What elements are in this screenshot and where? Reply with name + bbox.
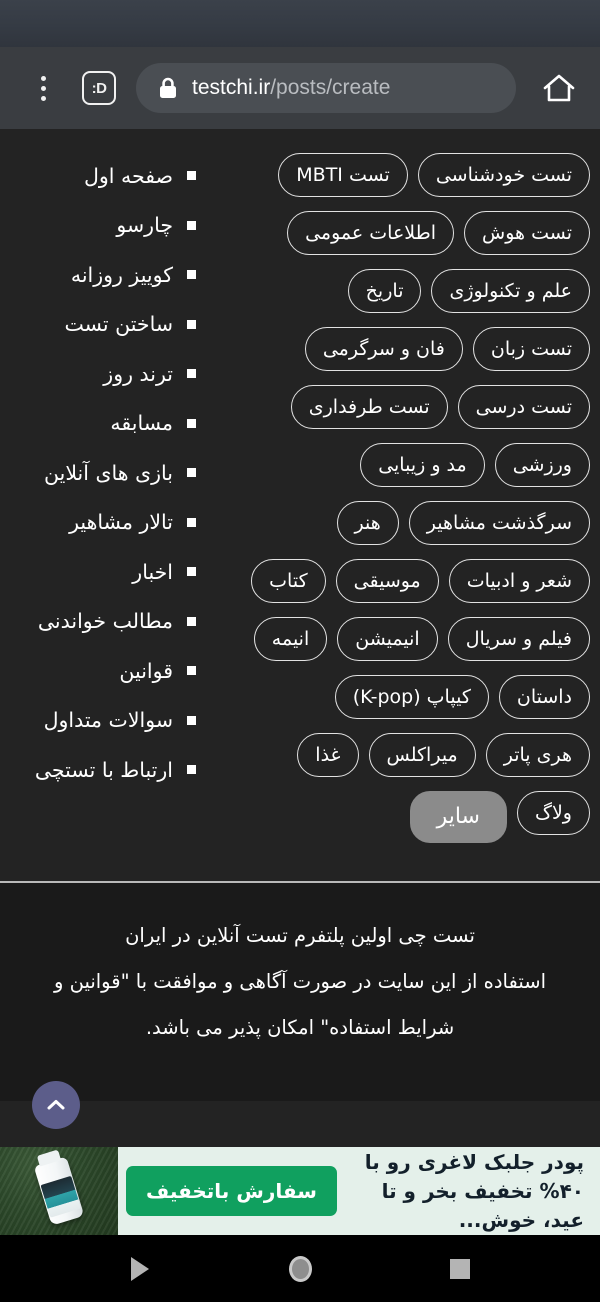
nav-item-label: ترند روز (103, 361, 173, 386)
nav-item[interactable] (0, 399, 218, 449)
category-tag[interactable]: فان و سرگرمی (305, 327, 463, 371)
nav-item[interactable] (0, 597, 218, 647)
nav-item-label: بازی های آنلاین (44, 460, 173, 485)
nav-item-label: تالار مشاهیر (69, 510, 173, 534)
url-host: testchi.ir (192, 76, 271, 99)
nav-item[interactable] (0, 300, 218, 350)
category-tag[interactable]: کیپاپ (K-pop) (335, 675, 489, 719)
back-triangle-icon[interactable] (105, 1244, 175, 1294)
page-content (0, 129, 600, 1147)
nav-item[interactable] (0, 151, 218, 201)
category-tag[interactable]: تست MBTI (278, 153, 408, 197)
chevron-up-icon (43, 1092, 69, 1118)
nav-item-label: ارتباط با تستچی (34, 757, 173, 782)
bullet-icon (187, 617, 196, 626)
category-tag[interactable]: تست خودشناسی (418, 153, 590, 197)
nav-item[interactable] (0, 250, 218, 300)
category-tag[interactable]: غذا (297, 733, 358, 777)
url-text (192, 76, 390, 100)
nav-item[interactable] (0, 448, 218, 498)
category-tag-selected[interactable]: سایر (410, 791, 507, 843)
nav-item-label: چارسو (116, 213, 173, 237)
recents-square-icon[interactable] (425, 1244, 495, 1294)
android-navigation-bar (0, 1235, 600, 1302)
category-tag[interactable]: کتاب (251, 559, 325, 603)
category-tag[interactable]: ولاگ (517, 791, 590, 835)
nav-item-label: مطالب خواندنی (37, 609, 173, 633)
nav-item[interactable] (0, 547, 218, 597)
footer-tagline: تست چی اولین پلتفرم تست آنلاین در ایران (125, 924, 475, 947)
category-tag[interactable]: تست طرفداری (291, 385, 448, 429)
bullet-icon (187, 518, 196, 527)
category-tag[interactable]: فیلم و سریال (448, 617, 590, 661)
ad-text: پودر جلبک لاغری رو با ۴۰% تخفیف بخر و تا عید، خوش... (364, 1149, 584, 1232)
category-tag[interactable]: تاریخ (348, 269, 422, 313)
nav-item-label: قوانین (119, 658, 173, 683)
nav-item[interactable] (0, 745, 218, 795)
category-tag[interactable]: موسیقی (336, 559, 439, 603)
lock-icon (158, 76, 178, 100)
category-tag[interactable]: ورزشی (495, 443, 590, 487)
category-tag[interactable]: علم و تکنولوژی (431, 269, 590, 313)
nav-item-label: ساختن تست (64, 312, 173, 336)
bullet-icon (187, 468, 196, 477)
ad-banner[interactable] (0, 1147, 600, 1235)
url-path: /posts/create (270, 76, 391, 99)
bullet-icon (187, 765, 196, 774)
category-tag[interactable]: انیمه (254, 617, 327, 661)
bullet-icon (187, 171, 196, 180)
supplement-bottle-image (0, 1147, 118, 1235)
bullet-icon (187, 320, 196, 329)
category-tag[interactable]: شعر و ادبیات (449, 559, 590, 603)
category-tag[interactable]: مد و زیبایی (360, 443, 485, 487)
nav-item-label: مسابقه (110, 411, 173, 435)
category-tag[interactable]: هنر (337, 501, 399, 545)
scroll-to-top-button[interactable] (32, 1081, 80, 1129)
nav-item[interactable] (0, 696, 218, 746)
category-tag[interactable]: هری پاتر (486, 733, 590, 777)
site-nav-menu (0, 147, 218, 881)
bullet-icon (187, 270, 196, 279)
nav-item-label: اخبار (132, 559, 173, 584)
bottle-label (40, 1176, 81, 1218)
nav-item[interactable] (0, 349, 218, 399)
category-tag[interactable]: انیمیشن (337, 617, 437, 661)
nav-item-label: صفحه اول (83, 163, 173, 188)
nav-item[interactable] (0, 201, 218, 251)
content-row (0, 129, 600, 881)
category-tag[interactable]: تست زبان (473, 327, 590, 371)
home-icon[interactable] (536, 65, 582, 111)
more-vertical-icon[interactable] (22, 67, 64, 109)
browser-toolbar (0, 47, 600, 129)
bullet-icon (187, 666, 196, 675)
category-tag[interactable]: میراکلس (369, 733, 476, 777)
bullet-icon (187, 221, 196, 230)
bullet-icon (187, 419, 196, 428)
category-tag-list (218, 147, 600, 881)
category-tag[interactable]: داستان (499, 675, 590, 719)
nav-item[interactable] (0, 498, 218, 548)
category-tag[interactable]: اطلاعات عمومی (287, 211, 454, 255)
bullet-icon (187, 716, 196, 725)
bullet-icon (187, 567, 196, 576)
site-footer (0, 881, 600, 1101)
status-bar (0, 0, 600, 47)
ad-text-container (345, 1147, 600, 1235)
url-bar[interactable] (136, 63, 516, 113)
footer-terms: استفاده از این سایت در صورت آگاهی و موافقت با "قوانین و شرایط استفاده" امکان پذیر می باشد. (53, 969, 546, 1039)
category-tag[interactable]: تست درسی (458, 385, 590, 429)
ad-cta-button[interactable]: سفارش باتخفیف (126, 1166, 337, 1216)
nav-item-label: سوالات متداول (43, 708, 173, 732)
tab-count-badge[interactable]: :D (82, 71, 116, 105)
nav-item[interactable] (0, 646, 218, 696)
home-circle-icon[interactable] (265, 1244, 335, 1294)
bullet-icon (187, 369, 196, 378)
category-tag[interactable]: تست هوش (464, 211, 590, 255)
bottle-shape (34, 1156, 85, 1225)
category-tag[interactable]: سرگذشت مشاهیر (409, 501, 590, 545)
nav-item-label: کوییز روزانه (70, 262, 173, 287)
